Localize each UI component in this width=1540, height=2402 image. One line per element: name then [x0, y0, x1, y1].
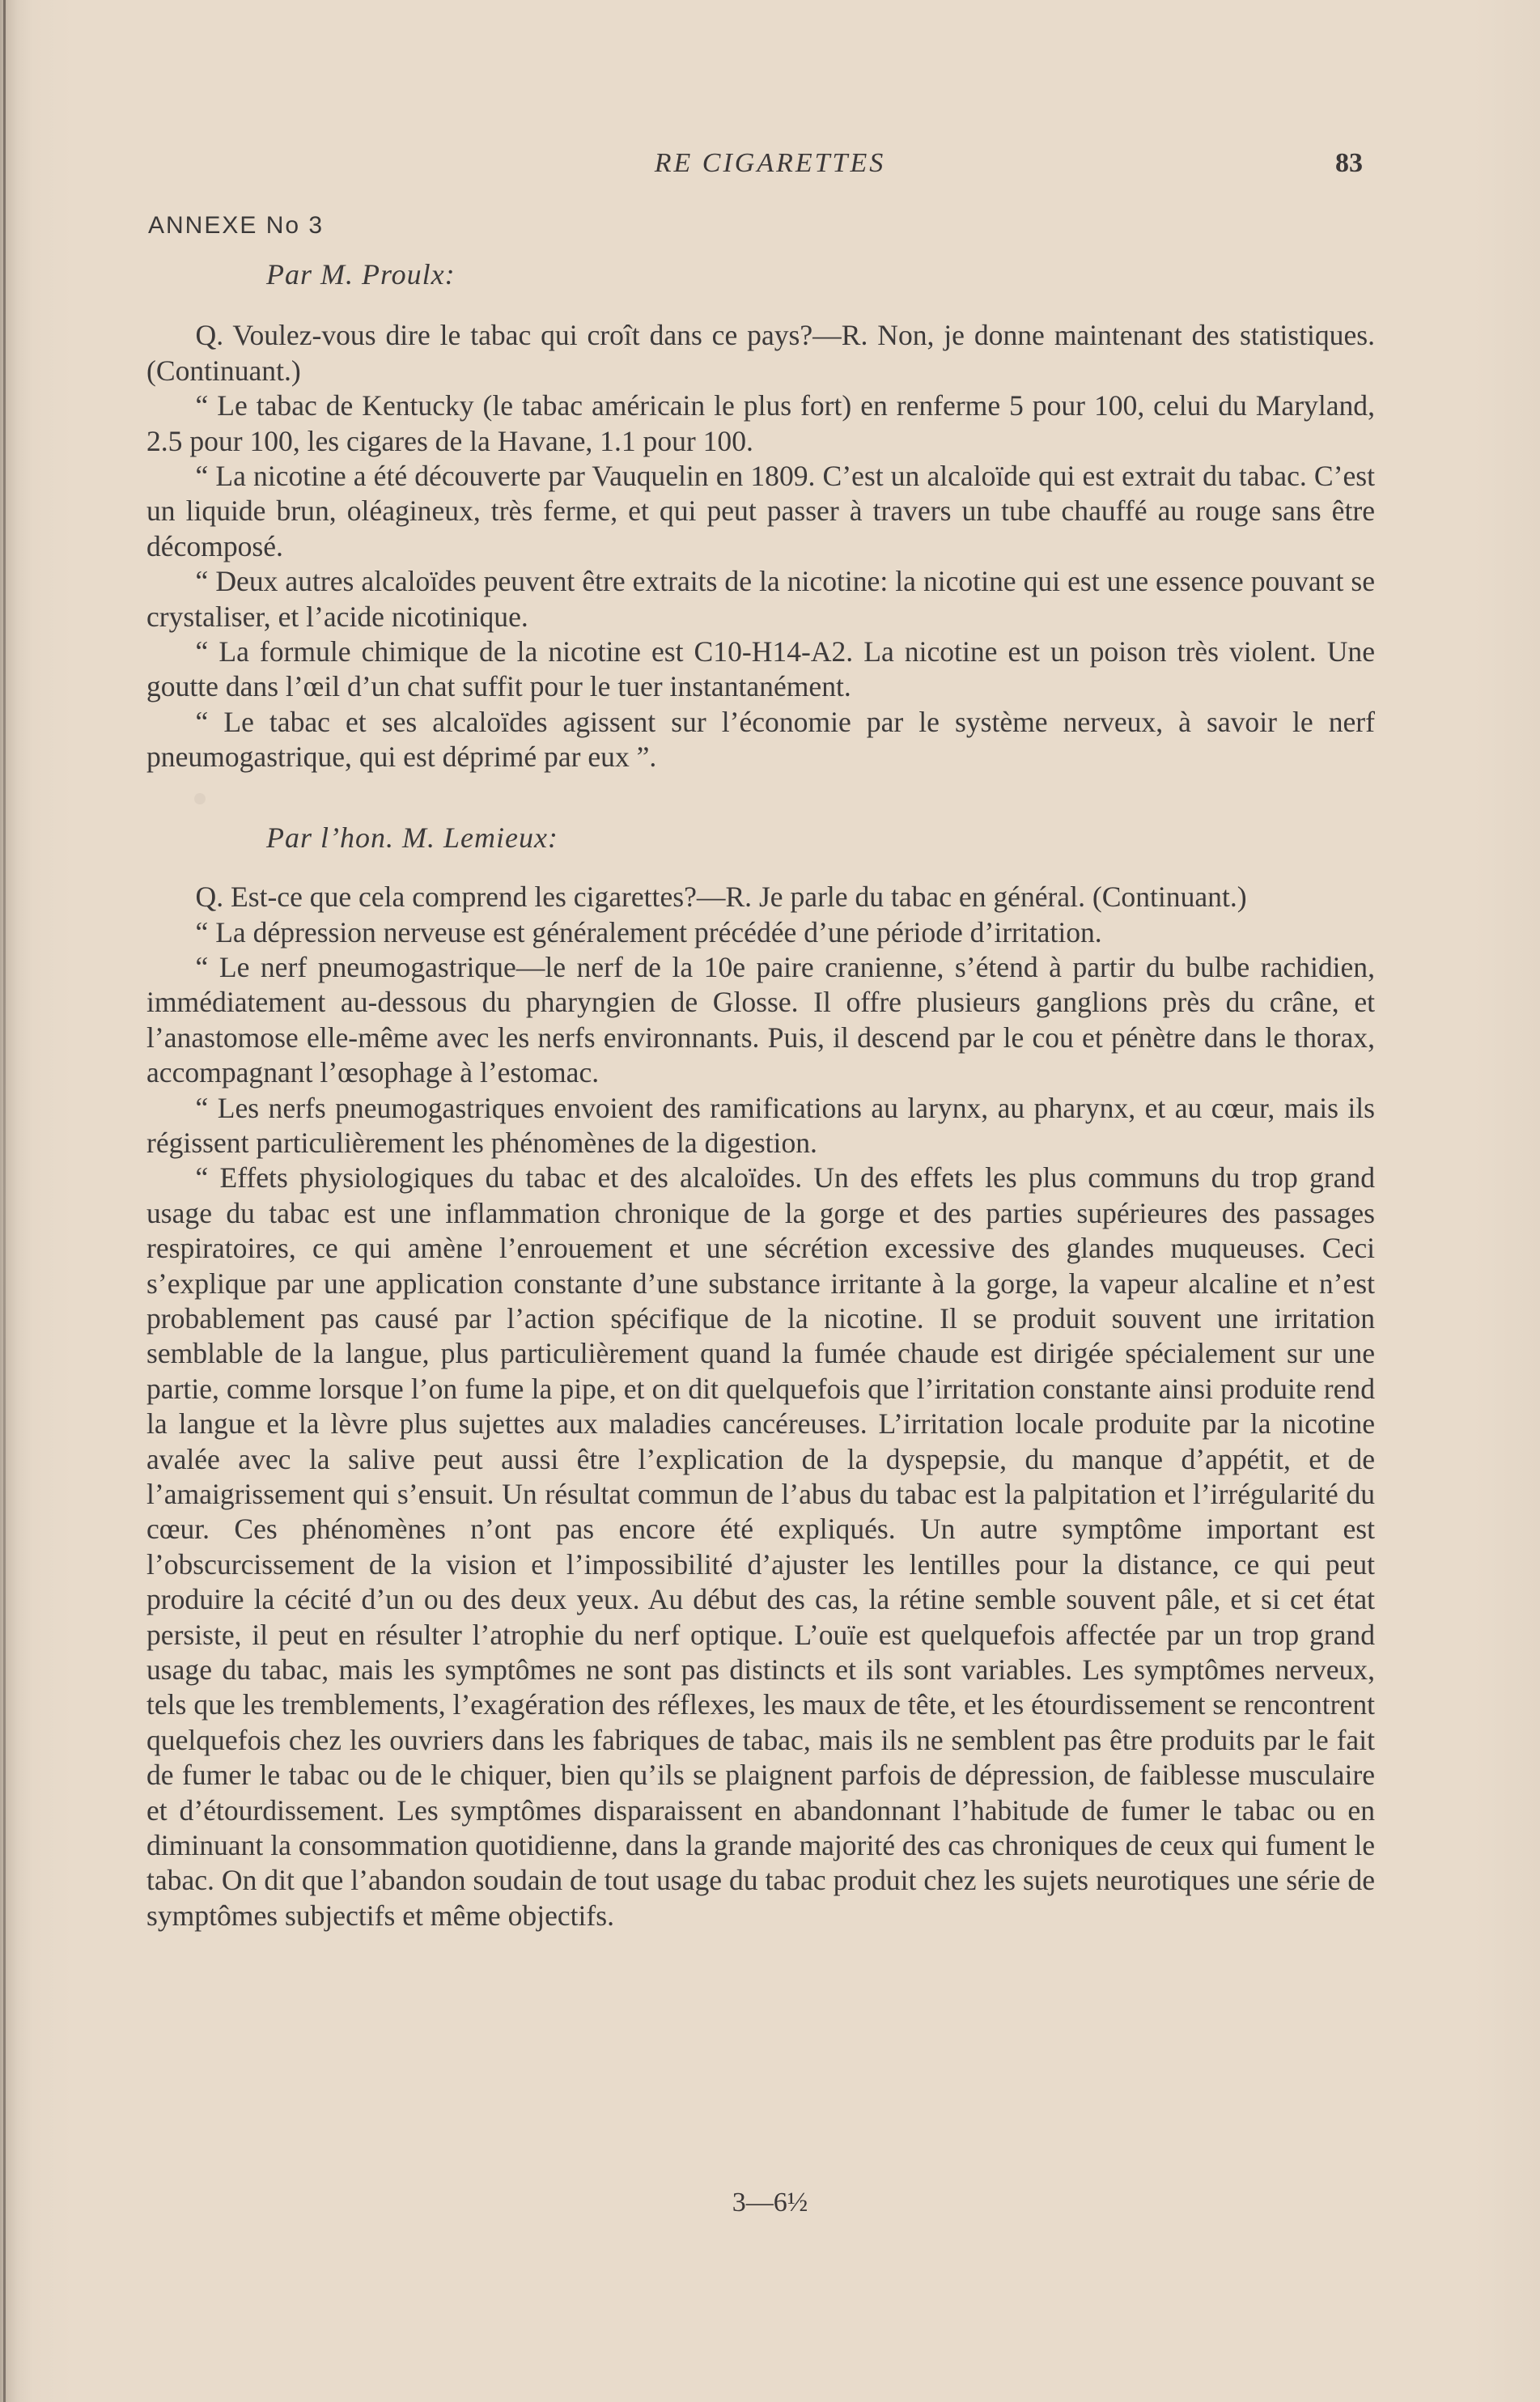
paragraph: “ La dépression nerveuse est généralement précédée d’une période d’irritation. — [195, 915, 1102, 948]
paragraph: “ Les nerfs pneumogastriques envoient des ramifications au larynx, au pharynx, et au cœur, mais ils régissent particulièrement les phénomènes de la digestion. — [146, 1091, 1375, 1159]
annex-label: ANNEXE No 3 — [148, 212, 325, 239]
spacer — [146, 292, 1375, 318]
speaker-heading: Par M. Proulx: — [266, 258, 456, 291]
paragraph: “ Le tabac et ses alcaloïdes agissent sur l’économie par le système nerveux, à savoir le nerf pneumogastrique, qui est déprimé par eux ”. — [146, 705, 1375, 774]
paragraph: “ La formule chimique de la nicotine est C10-H14-A2. La nicotine est un poison très violent. Une goutte dans l’œil d’un chat suffit pour le tuer instantanément. — [146, 635, 1375, 703]
paragraph: “ Deux autres alcaloïdes peuvent être extraits de la nicotine: la nicotine qui est une essence pouvant se crystaliser, et l’acide nicotinique. — [146, 565, 1375, 633]
paragraph: “ Le nerf pneumogastrique—le nerf de la 10e paire cranienne, s’étend à partir du bulbe rachidien, immédiatement au-dessous du pharyngien de Glosse. Il offre plusieurs ganglions près du crâne, et l’anastomose elle-même avec les nerfs environnants. Puis, il descend par le cou et pénètre dans le thorax, accompagnant l’œsophage à l’estomac. — [146, 950, 1375, 1089]
binding-edge — [3, 0, 6, 2402]
document-body — [146, 257, 1375, 1933]
running-title: RE CIGARETTES — [654, 148, 886, 178]
paragraph: “ Effets physiologiques du tabac et des alcaloïdes. Un des effets les plus communs du trop grand usage du tabac est une inflammation chronique de la gorge et des parties supérieures des passages respiratoires, ce qui amène l’enrouement et une sécrétion excessive des glandes muqueuses. Ceci s’explique par une application constante d’une substance irritante à la gorge, la vapeur alcaline et n’est probablement pas causé par l’action spécifique de la nicotine. Il se produit souvent une irritation semblable de la langue, plus particulièrement quand la fumée chaude est dirigée spécialement sur une partie, comme lorsque l’on fume la pipe, et on dit quelquefois que l’irritation constante ainsi produite rend la langue et la lèvre plus sujettes aux maladies cancéreuses. L’irritation locale produite par la nicotine avalée avec la salive peut aussi être l’explication de la dyspepsie, du manque d’appétit, et de l’amaigrissement qui s’ensuit. Un résultat commun de l’abus du tabac est la palpitation et l’irrégularité du cœur. Ces phénomènes n’ont pas encore été expliqués. Un autre symptôme important est l’obscurcissement de la vision et l’impossibilité d’ajuster les lentilles pour la distance, ce qui peut produire la cécité d’un ou des deux yeux. Au début des cas, la rétine semble souvent pâle, et si cet état persiste, il peut en résulter l’atrophie du nerf optique. L’ouïe est quelquefois affectée par un trop grand usage du tabac, mais les symptômes ne sont pas distincts et ils sont variables. Les symptômes nerveux, tels que les tremblements, l’exagération des réflexes, les maux de tête, et les étourdissement se rencontrent quelquefois chez les ouvriers dans les fabriques de tabac, mais ils ne semblent pas être produits par le fait de fumer le tabac ou de le chiquer, bien qu’ils se plaignent parfois de dépression, de faiblesse musculaire et d’étourdissement. Les symptômes disparaissent en abandonnant l’habitude de fumer le tabac ou en diminuant la consommation quotidienne, dans la grande majorité des cas chroniques de ceux qui fument le tabac. On dit que l’abandon soudain de tout usage du tabac produit chez les sujets neurotiques une série de symptômes subjectifs et même objectifs. — [146, 1161, 1375, 1932]
speaker-heading: Par l’hon. M. Lemieux: — [266, 821, 558, 854]
page-number: 83 — [1335, 148, 1363, 178]
spacer — [146, 855, 1375, 880]
paragraph: Q. Est-ce que cela comprend les cigarettes?—R. Je parle du tabac en général. (Continuant.) — [195, 881, 1247, 914]
paragraph: Q. Voulez-vous dire le tabac qui croît dans ce pays?—R. Non, je donne maintenant des statistiques. (Continuant.) — [146, 319, 1375, 387]
signature-mark: 3—6½ — [732, 2188, 808, 2217]
paragraph: “ Le tabac de Kentucky (le tabac américain le plus fort) en renferme 5 pour 100, celui du Maryland, 2.5 pour 100, les cigares de la Havane, 1.1 pour 100. — [146, 389, 1375, 457]
spacer — [146, 775, 1375, 821]
paragraph: “ La nicotine a été découverte par Vauquelin en 1809. C’est un alcaloïde qui est extrait du tabac. C’est un liquide brun, oléagineux, très ferme, et qui peut passer à travers un tube chauffé au rouge sans être décomposé. — [146, 460, 1375, 562]
